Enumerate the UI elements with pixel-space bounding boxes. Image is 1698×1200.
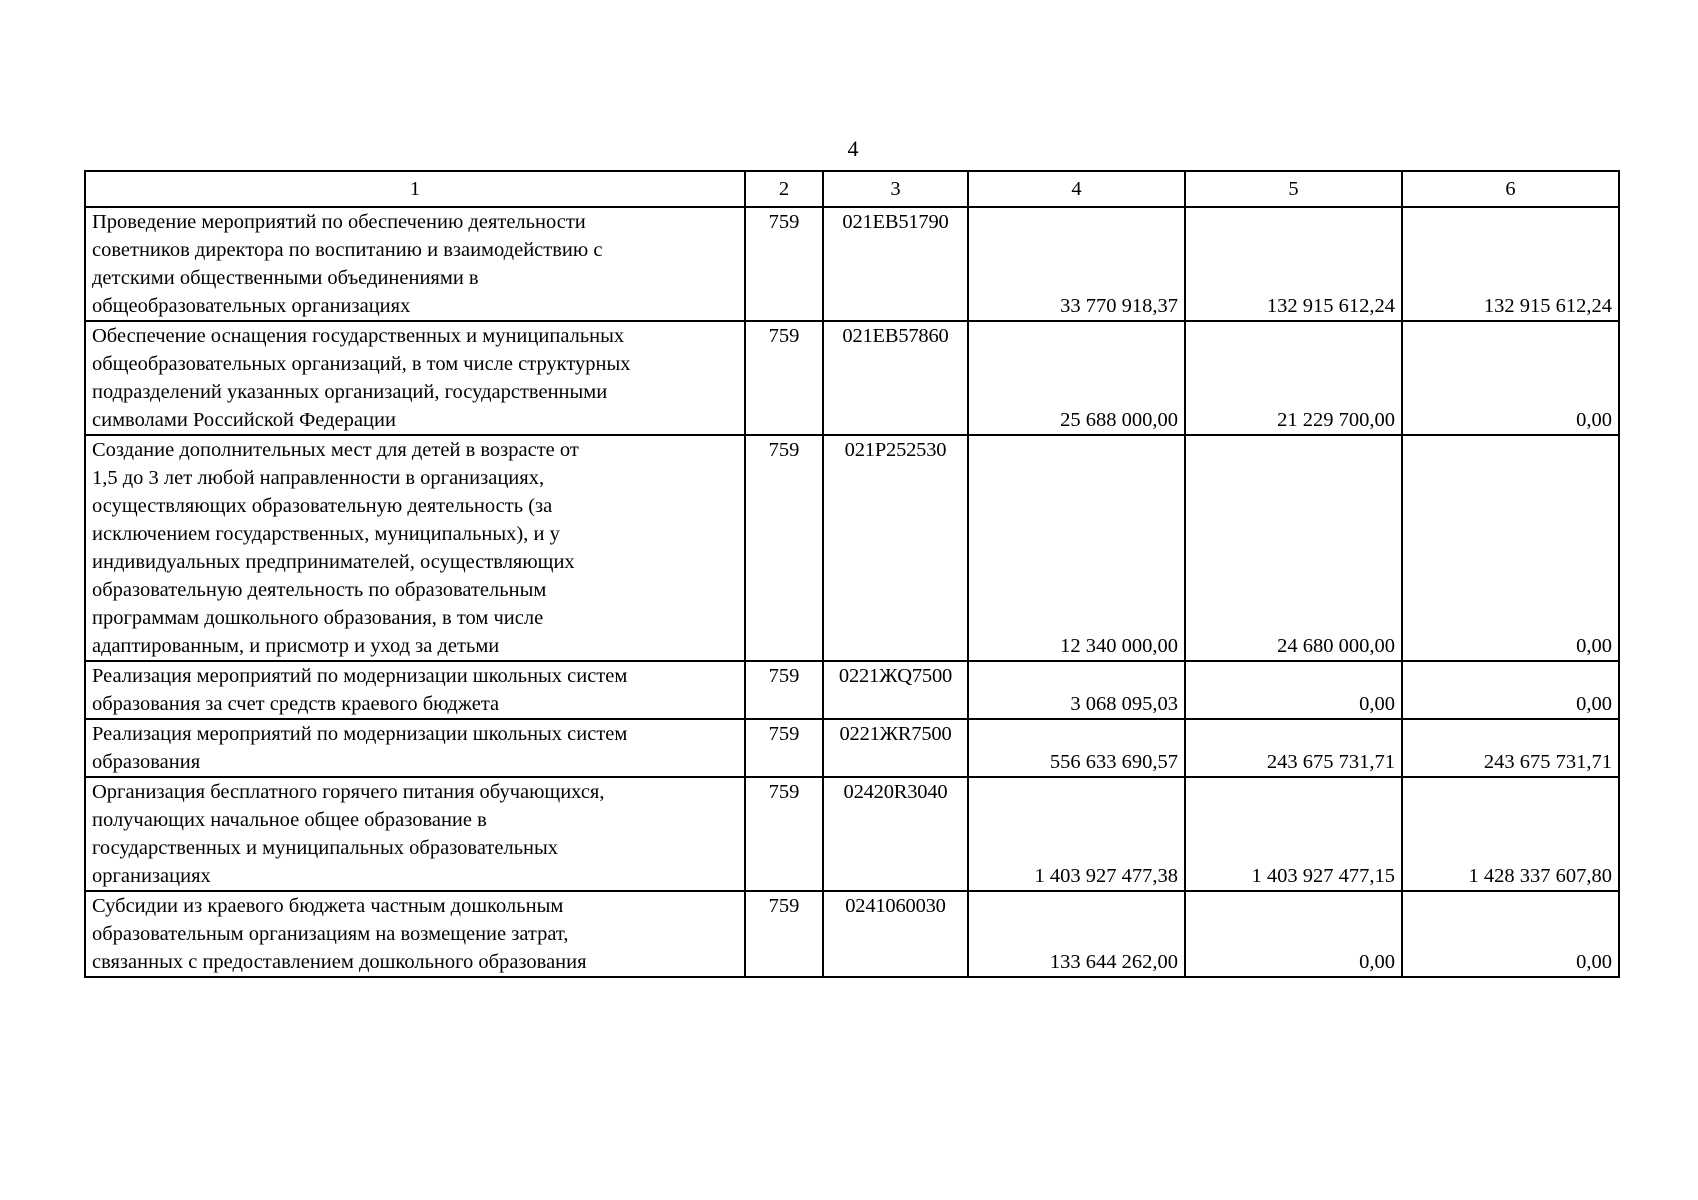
row-sum-col4: 556 633 690,57 <box>968 719 1185 777</box>
row-sum-col4: 1 403 927 477,38 <box>968 777 1185 891</box>
row-ved: 759 <box>745 661 823 719</box>
row-sum-col5: 21 229 700,00 <box>1185 321 1402 435</box>
row-name: Субсидии из краевого бюджета частным дошкольным образовательным организациям на возмещение затрат, связанных с предоставлением дошкольного образования <box>92 895 587 973</box>
row-sum-col5: 243 675 731,71 <box>1185 719 1402 777</box>
row-name: Создание дополнительных мест для детей в возрасте от 1,5 до 3 лет любой направленности в организациях, осуществляющих образовательную деятельность (за исключением государственных, муниципальных), и у индивидуальных предпринимателей, осуществляющих образовательную деятельность по образовательным программам дошкольного образования, в том числе адаптированным, и присмотр и уход за детьми <box>92 439 579 657</box>
header-row <box>85 171 1619 207</box>
row-sum-col4: 25 688 000,00 <box>968 321 1185 435</box>
row-sum-col6: 0,00 <box>1402 891 1619 977</box>
table-row <box>85 207 1619 321</box>
table-row <box>85 435 1619 661</box>
row-csr: 0221ЖR7500 <box>823 719 968 777</box>
row-csr: 02420R3040 <box>823 777 968 891</box>
row-sum-col4: 33 770 918,37 <box>968 207 1185 321</box>
row-sum-col4: 133 644 262,00 <box>968 891 1185 977</box>
row-ved: 759 <box>745 719 823 777</box>
column-number-5: 5 <box>1185 171 1402 207</box>
row-sum-col5: 132 915 612,24 <box>1185 207 1402 321</box>
row-csr: 021EB51790 <box>823 207 968 321</box>
row-sum-col6: 0,00 <box>1402 435 1619 661</box>
page-number: 4 <box>847 136 859 161</box>
column-number-1: 1 <box>85 171 745 207</box>
row-sum-col5: 0,00 <box>1185 661 1402 719</box>
budget-table <box>84 170 1620 978</box>
row-name-cell <box>85 207 745 321</box>
row-sum-col6: 0,00 <box>1402 661 1619 719</box>
row-name-cell <box>85 777 745 891</box>
table-row <box>85 891 1619 977</box>
row-name: Реализация мероприятий по модернизации школьных систем образования за счет средств краевого бюджета <box>92 665 628 715</box>
table-body <box>85 207 1619 977</box>
row-sum-col6: 132 915 612,24 <box>1402 207 1619 321</box>
table-row <box>85 661 1619 719</box>
row-name-cell <box>85 435 745 661</box>
row-ved: 759 <box>745 435 823 661</box>
row-sum-col5: 24 680 000,00 <box>1185 435 1402 661</box>
row-name-cell <box>85 891 745 977</box>
row-sum-col6: 243 675 731,71 <box>1402 719 1619 777</box>
table-row <box>85 321 1619 435</box>
column-number-6: 6 <box>1402 171 1619 207</box>
row-sum-col4: 3 068 095,03 <box>968 661 1185 719</box>
row-name: Обеспечение оснащения государственных и муниципальных общеобразовательных организаций, в том числе структурных подразделений указанных организаций, государственными символами Российской Федерации <box>92 325 631 431</box>
row-ved: 759 <box>745 891 823 977</box>
row-csr: 021EB57860 <box>823 321 968 435</box>
row-csr: 0221ЖQ7500 <box>823 661 968 719</box>
table-row <box>85 719 1619 777</box>
row-ved: 759 <box>745 321 823 435</box>
row-name: Реализация мероприятий по модернизации школьных систем образования <box>92 723 628 773</box>
table-header <box>85 171 1619 207</box>
row-csr: 021Р252530 <box>823 435 968 661</box>
row-ved: 759 <box>745 777 823 891</box>
column-number-2: 2 <box>745 171 823 207</box>
row-sum-col5: 0,00 <box>1185 891 1402 977</box>
row-csr: 0241060030 <box>823 891 968 977</box>
row-sum-col6: 0,00 <box>1402 321 1619 435</box>
column-number-4: 4 <box>968 171 1185 207</box>
row-name-cell <box>85 321 745 435</box>
row-sum-col6: 1 428 337 607,80 <box>1402 777 1619 891</box>
row-name: Организация бесплатного горячего питания обучающихся, получающих начальное общее образование в государственных и муниципальных образовательных организациях <box>92 781 605 887</box>
row-sum-col5: 1 403 927 477,15 <box>1185 777 1402 891</box>
table-row <box>85 777 1619 891</box>
row-sum-col4: 12 340 000,00 <box>968 435 1185 661</box>
row-name-cell <box>85 719 745 777</box>
row-ved: 759 <box>745 207 823 321</box>
column-number-3: 3 <box>823 171 968 207</box>
row-name-cell <box>85 661 745 719</box>
row-name: Проведение мероприятий по обеспечению деятельности советников директора по воспитанию и взаимодействию с детскими общественными объединениями в общеобразовательных организациях <box>92 211 603 317</box>
